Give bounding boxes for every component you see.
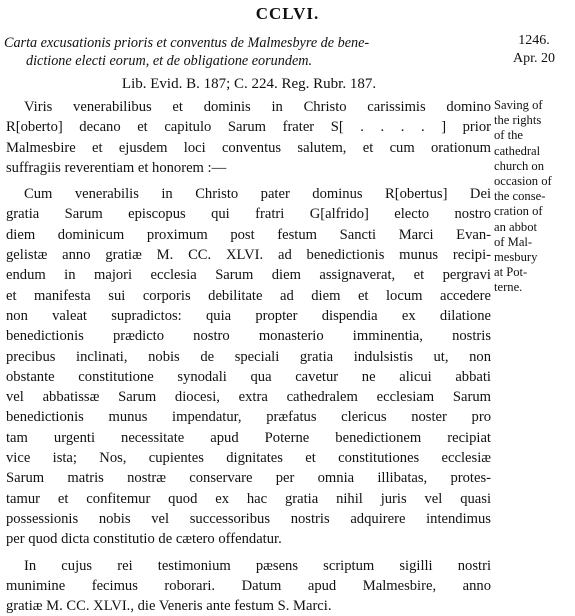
text-line: gratia Sarum episcopus qui fratri G[alfrido] electo nostro (6, 206, 491, 223)
text-line: In cujus rei testimonium pæsens scriptum sigilli nostri (24, 557, 491, 574)
text-line: possessionis nobis vel successoribus nostris adquirere intendimus (6, 510, 491, 527)
text-line: et manifesta sui corporis debilitate ad diem et locum accedere (6, 287, 491, 304)
text-line: munimine fecimus roborari. Datum apud Malmesbire, anno (6, 577, 491, 594)
text-line: vel abbatissæ Sarum diocesi, extra cathedralem ecclesiam Sarum (6, 389, 491, 406)
text-line: Cum venerabilis in Christo pater dominus R[obertus] Dei (24, 186, 491, 203)
text-line: gelistæ anno gratiæ M. CC. XLVI. ad benedictionis munus recipi- (6, 247, 491, 264)
text-line: non valeat supradictos: quia propter dispendia ex dilatione (6, 307, 491, 324)
text-line: benedictionis prædicto nostro monasterio imminentia, nostris (6, 328, 491, 345)
text-line: diem dominicum proximum post festum Sancti Marci Evan- (6, 226, 491, 243)
text-line: precibus inclinati, nobis de speciali gratia indulsistis ut, non (6, 348, 491, 365)
date-box (499, 32, 569, 68)
text-line: Sarum matris nostræ conservare per omnia illibatas, protes- (6, 470, 491, 487)
margin-note (494, 98, 572, 296)
margin-note-line: occasion of (494, 174, 552, 189)
heading-line-2: dictione electi eorum, et de obligatione eorundem. (26, 53, 313, 69)
date-day: Apr. 20 (513, 51, 555, 66)
heading-line-1: Carta excusationis prioris et conventus de Malmesbyre de bene- (4, 35, 370, 51)
margin-note-line: terne. (494, 280, 523, 295)
text-line: gratiæ M. CC. XLVI., die Veneris ante festum S. Marci. (6, 598, 332, 615)
margin-note-line: of the (494, 128, 524, 143)
charter-body (6, 97, 491, 616)
margin-note-line: Saving of (494, 98, 543, 112)
text-line: tamur et confitemur quod ex hac gratia nihil juris vel quasi (6, 490, 491, 507)
margin-note-line: an abbot (494, 219, 538, 234)
text-line: R[oberto] decano et capitulo Sarum frater S[ . . . . ] prior (6, 119, 491, 136)
text-line: suffragiis reverentiam et honorem :— (6, 159, 227, 176)
charter-number: CCLVI. (255, 4, 320, 23)
text-line: obstante constitutione synodali qua cavetur ne alicui abbati (6, 368, 491, 385)
date-year: 1246. (518, 33, 550, 48)
margin-note-line: church on (494, 158, 545, 173)
margin-note-line: of Mal- (494, 234, 533, 249)
margin-note-line: cration of (494, 204, 543, 219)
text-line: per quod dicta constitutio de cætero offendatur. (6, 531, 282, 548)
margin-note-line: at Pot- (494, 265, 528, 280)
charter-heading (4, 34, 490, 70)
margin-note-line: mesbury (494, 250, 538, 265)
text-line: Viris venerabilibus et dominis in Christo carissimis domino (24, 99, 491, 115)
text-line: Malmesbire et ejusdem loci conventus salutem, et cum orationum (6, 139, 491, 156)
margin-note-line: the conse- (494, 189, 546, 204)
text-line: endum in majori ecclesia Sarum diem assignaverat, et pergravi (6, 267, 491, 284)
margin-note-line: the rights (494, 113, 542, 128)
source-references: Lib. Evid. B. 187; C. 224. Reg. Rubr. 187. (121, 76, 377, 92)
text-line: benedictionis munus impendatur, præfatus clericus noster pro (6, 409, 491, 426)
margin-note-line: cathedral (494, 143, 541, 158)
text-line: tam urgenti necessitate apud Poterne benedictionem recipiat (6, 429, 491, 446)
text-line: vice ista; Nos, cupientes dignitates et constitutiones ecclesiæ (6, 450, 491, 467)
